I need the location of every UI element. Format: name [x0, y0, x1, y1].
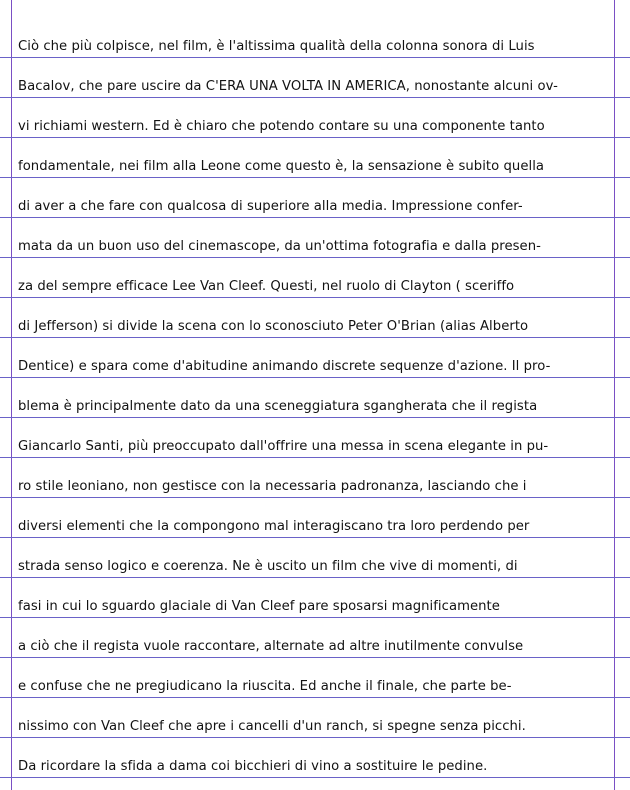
left-margin-line	[11, 0, 12, 790]
text-line: Dentice) e spara come d'abitudine animando discrete sequenze d'azione. Il pro-	[18, 359, 551, 374]
text-line: vi richiami western. Ed è chiaro che potendo contare su una componente tanto	[18, 119, 545, 134]
text-line: di aver a che fare con qualcosa di superiore alla media. Impressione confer-	[18, 199, 523, 214]
text-line: nissimo con Van Cleef che apre i cancelli d'un ranch, si spegne senza picchi.	[18, 719, 526, 734]
text-line: di Jefferson) si divide la scena con lo sconosciuto Peter O'Brian (alias Alberto	[18, 319, 529, 334]
text-line: a ciò che il regista vuole raccontare, alternate ad altre inutilmente convulse	[18, 639, 524, 654]
text-line: blema è principalmente dato da una sceneggiatura sgangherata che il regista	[18, 399, 538, 414]
text-line: Ciò che più colpisce, nel film, è l'altissima qualità della colonna sonora di Luis	[18, 39, 535, 54]
text-line: e confuse che ne pregiudicano la riuscita. Ed anche il finale, che parte be-	[18, 679, 512, 694]
text-line: strada senso logico e coerenza. Ne è uscito un film che vive di momenti, di	[18, 559, 518, 574]
text-line: Da ricordare la sfida a dama coi bicchieri di vino a sostituire le pedine.	[18, 759, 488, 774]
text-line: ro stile leoniano, non gestisce con la necessaria padronanza, lasciando che i	[18, 479, 527, 494]
text-line: Bacalov, che pare uscire da C'ERA UNA VOLTA IN AMERICA, nonostante alcuni ov-	[18, 79, 558, 94]
text-line: Giancarlo Santi, più preoccupato dall'offrire una messa in scena elegante in pu-	[18, 439, 549, 454]
text-line: fondamentale, nei film alla Leone come questo è, la sensazione è subito quella	[18, 159, 545, 174]
text-line: mata da un buon uso del cinemascope, da un'ottima fotografia e dalla presen-	[18, 239, 541, 254]
text-line: za del sempre efficace Lee Van Cleef. Questi, nel ruolo di Clayton ( sceriffo	[18, 279, 515, 294]
right-margin-line	[614, 0, 615, 790]
text-line: fasi in cui lo sguardo glaciale di Van Cleef pare sposarsi magnificamente	[18, 599, 500, 614]
text-line: diversi elementi che la compongono mal interagiscano tra loro perdendo per	[18, 519, 530, 534]
